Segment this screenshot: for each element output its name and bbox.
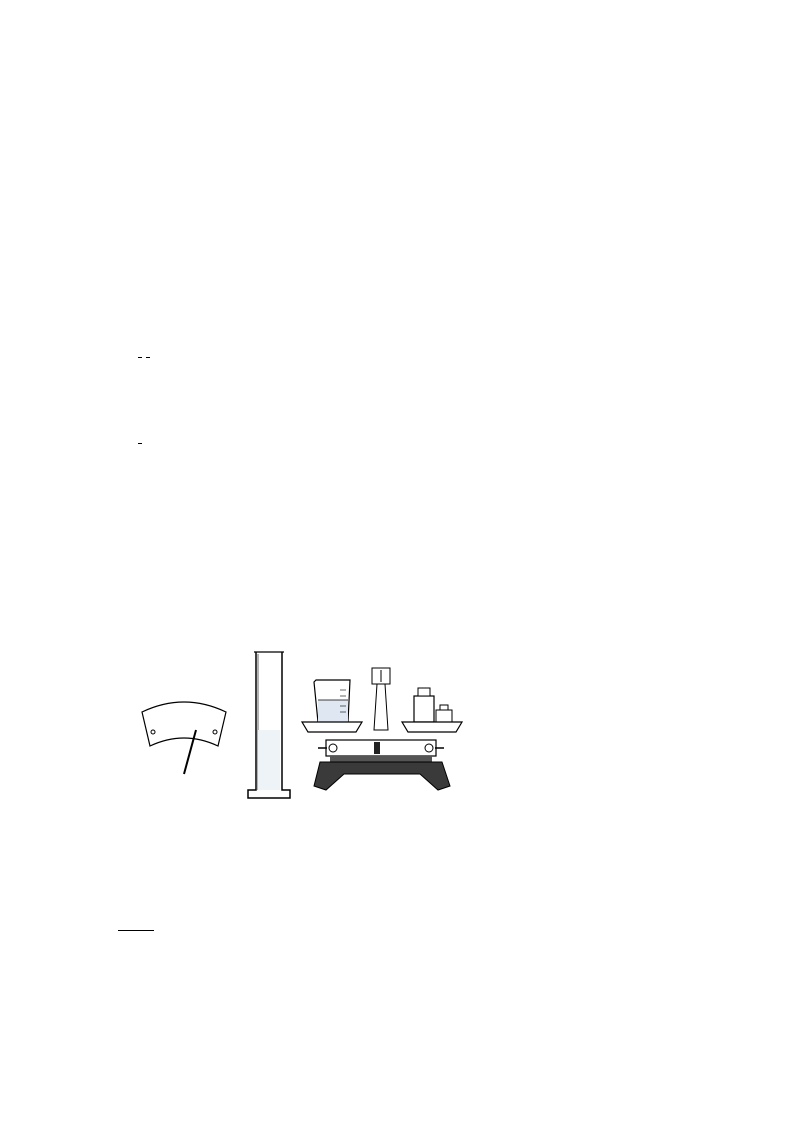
balance-icon [302,668,462,790]
numerator [146,357,150,358]
graduated-cylinder-icon [248,652,290,798]
answer-blank [118,930,154,931]
numerator [138,357,142,358]
fraction-m-over-v [138,443,142,444]
pointer-scale-icon [142,702,226,774]
numerator [138,443,142,444]
fraction-m-over-v [138,357,142,358]
solution-step4-line2 [136,425,144,461]
question1-line3 [118,917,154,937]
density-formula-line [136,339,152,375]
fraction-54g-over-20cm3 [146,357,150,358]
experiment-figure [0,640,794,840]
